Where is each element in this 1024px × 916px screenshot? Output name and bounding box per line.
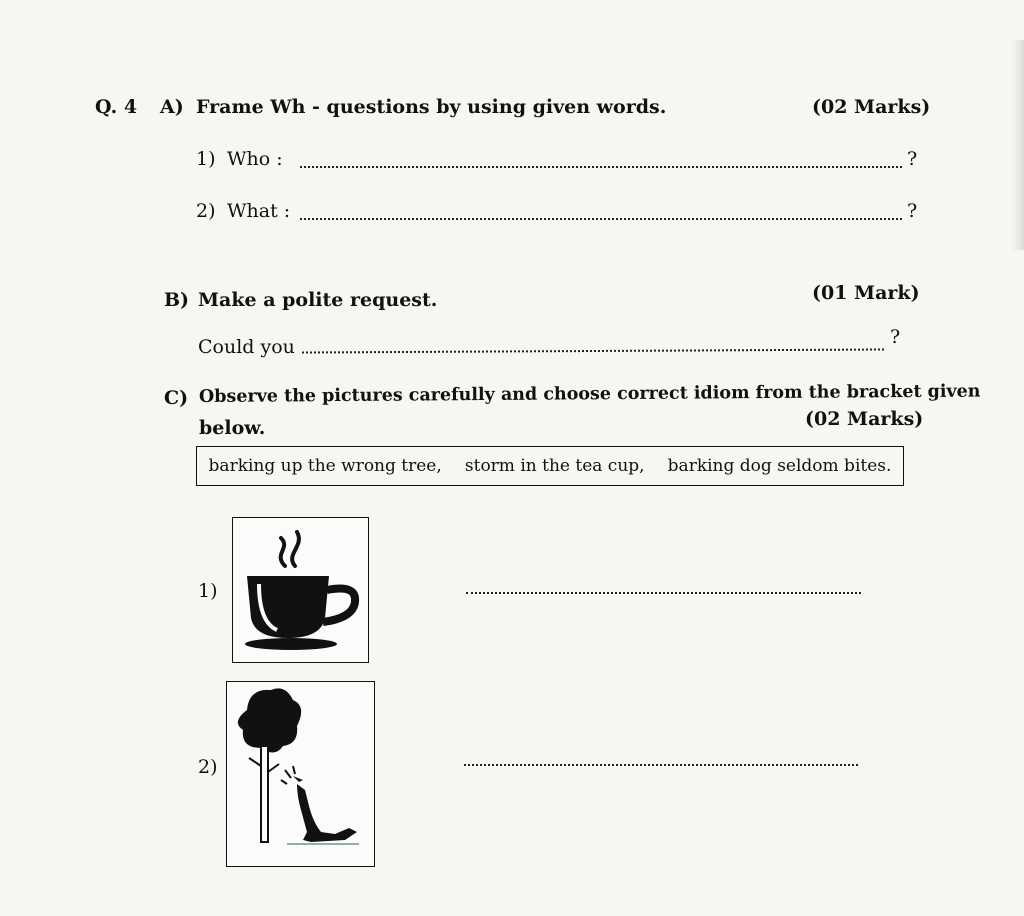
part-a-item-1-number: 1) — [196, 148, 216, 170]
question-number: Q. 4 — [95, 96, 138, 118]
idiom-option-3: barking dog seldom bites. — [667, 456, 892, 476]
tea-cup-icon — [233, 518, 367, 660]
idiom-option-1: barking up the wrong tree, — [208, 456, 442, 476]
part-a-item-1-qmark: ? — [907, 148, 918, 170]
part-c-title-line-1: Observe the pictures carefully and choose correct idiom from the bracket given — [198, 381, 981, 407]
part-b-qmark: ? — [890, 326, 901, 348]
part-c-marks: (02 Marks) — [805, 408, 924, 430]
part-b-prompt: Could you — [198, 336, 295, 358]
dog-barking-at-tree-icon — [227, 682, 373, 864]
part-b-answer-line[interactable] — [302, 348, 884, 353]
page-edge-shadow — [1010, 40, 1024, 250]
part-c-label: C) — [164, 387, 189, 409]
part-a-item-1-word: Who : — [227, 148, 283, 170]
part-a-item-2-qmark: ? — [907, 200, 918, 222]
picture-1-answer-line[interactable] — [466, 592, 861, 594]
picture-2-frame — [226, 681, 375, 867]
part-b-label: B) — [164, 289, 190, 311]
part-a-label: A) — [160, 96, 184, 118]
part-c-title-line-2: below. — [199, 417, 266, 439]
part-a-item-2-number: 2) — [196, 200, 216, 222]
part-b-marks: (01 Mark) — [812, 282, 920, 304]
part-a-marks: (02 Marks) — [812, 96, 931, 118]
part-a-item-2-answer-line[interactable] — [300, 218, 902, 220]
part-a-item-1-answer-line[interactable] — [300, 166, 902, 168]
picture-2-number: 2) — [198, 756, 218, 778]
part-a-item-2-word: What : — [227, 200, 291, 222]
idiom-option-2: storm in the tea cup, — [464, 456, 645, 476]
idiom-bracket-box — [196, 446, 904, 486]
part-a-title: Frame Wh - questions by using given words. — [196, 96, 667, 118]
part-b-title: Make a polite request. — [198, 289, 438, 311]
picture-1-number: 1) — [198, 580, 218, 602]
picture-1-frame — [232, 517, 369, 663]
picture-2-answer-line[interactable] — [464, 764, 858, 766]
